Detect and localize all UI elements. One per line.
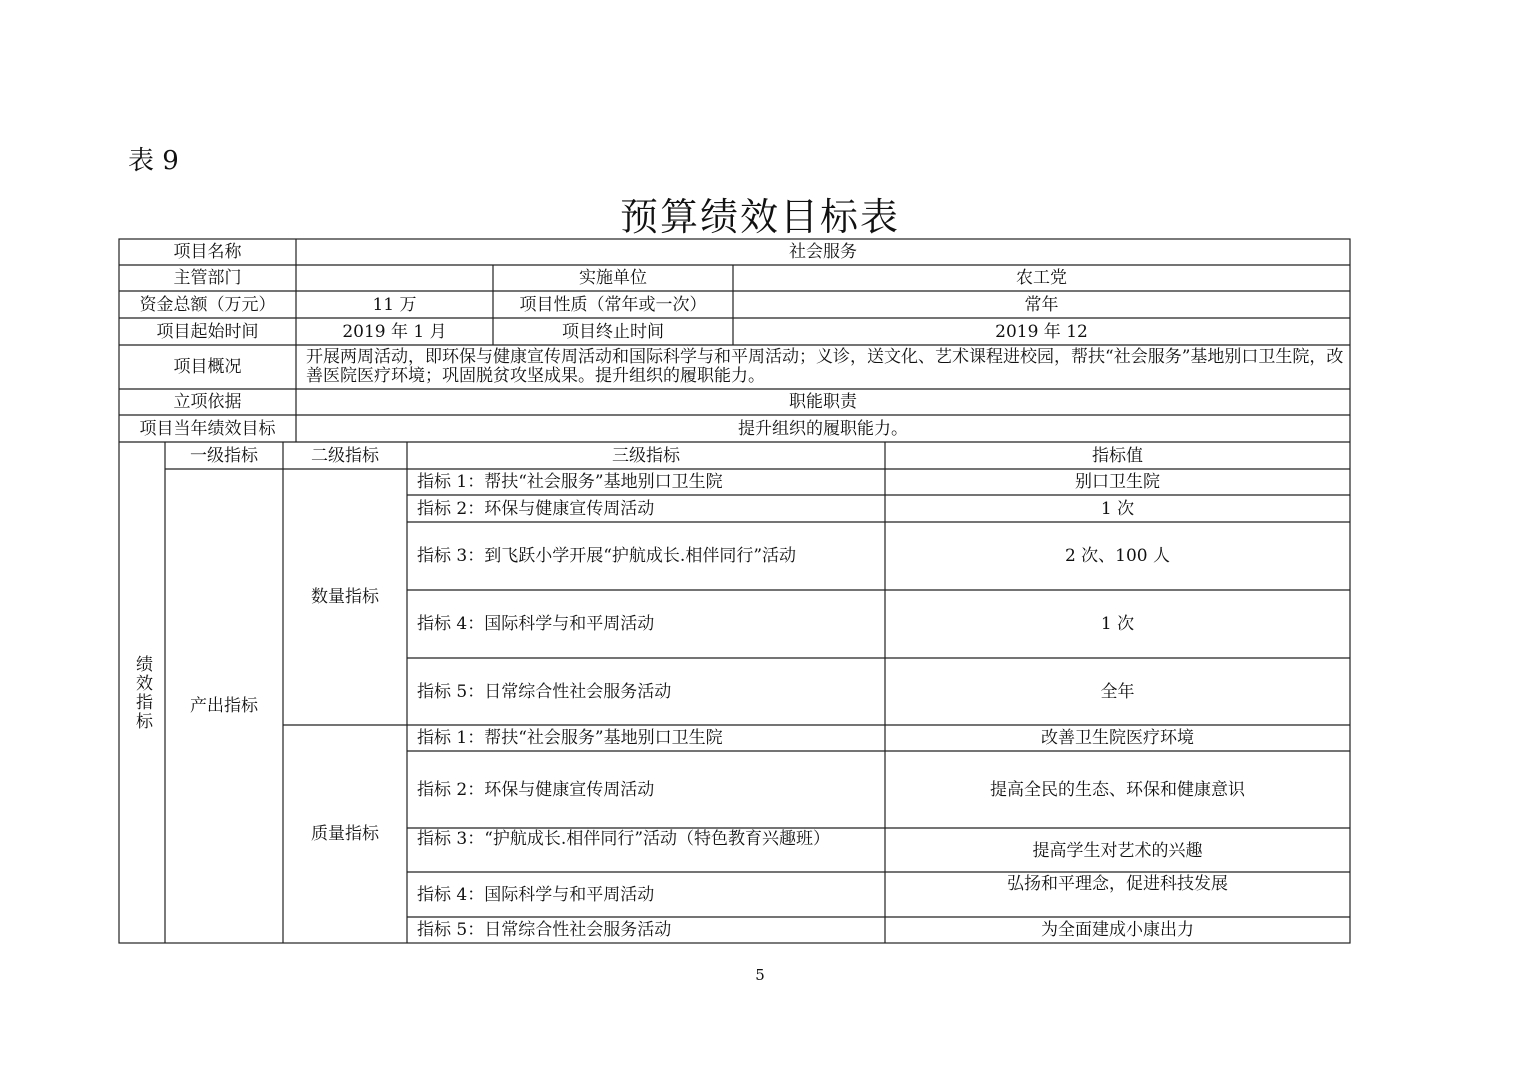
table-row-quality-2-name: 指标 2：环保与健康宣传周活动: [417, 779, 655, 800]
implementing-unit-label: 实施单位: [579, 268, 647, 288]
level3-header: 三级指标: [612, 445, 680, 466]
department-value: [296, 265, 493, 291]
funds-value: 11 万: [372, 294, 417, 315]
table-row-quality-2-value: 提高全民的生态、环保和健康意识: [990, 779, 1245, 800]
table-row-quantity-1-value: 别口卫生院: [1075, 472, 1160, 492]
performance-indicators-section-label: 绩效指标: [132, 654, 152, 731]
start-time-label: 项目起始时间: [156, 321, 259, 342]
page-number: 5: [755, 966, 765, 984]
level1-header: 一级指标: [190, 445, 258, 466]
table-row-quality-5-name: 指标 5：日常综合性社会服务活动: [417, 920, 672, 940]
overview-label: 项目概况: [173, 357, 242, 377]
table-row-quality-3-name: 指标 3：“护航成长.相伴同行”活动（特色教育兴趣班）: [417, 829, 831, 849]
annual-goal-value: 提升组织的履职能力。: [738, 418, 908, 439]
table-row-quality-1-name: 指标 1：帮扶“社会服务”基地别口卫生院: [417, 728, 723, 748]
table-row-quality-5-value: 为全面建成小康出力: [1041, 920, 1194, 940]
start-time-value: 2019 年 1 月: [342, 321, 447, 342]
project-name-label: 项目名称: [173, 242, 242, 262]
level2-header: 二级指标: [311, 445, 379, 466]
table-row-quality-3-value: 提高学生对艺术的兴趣: [1032, 841, 1203, 861]
basis-label: 立项依据: [173, 392, 242, 412]
document-title: 预算绩效目标表: [619, 195, 900, 239]
table-row-quantity-5-value: 全年: [1100, 681, 1135, 702]
table-row-quantity-4-name: 指标 4：国际科学与和平周活动: [417, 614, 655, 634]
table-row-quality-4-value: 弘扬和平理念，促进科技发展: [1007, 874, 1228, 894]
table-row-quantity-5-name: 指标 5：日常综合性社会服务活动: [417, 681, 672, 702]
output-indicator-label: 产出指标: [190, 696, 258, 716]
funds-label: 资金总额（万元）: [139, 294, 276, 315]
quality-indicator-label: 质量指标: [311, 824, 379, 844]
overview-value: 开展两周活动，即环保与健康宣传周活动和国际科学与和平周活动；义诊，送文化、艺术课程进校园，帮扶“社会服务”基地别口卫生院，改善医院医疗环境；巩固脱贫攻坚成果。提升组织的履职能力。: [306, 347, 1344, 386]
table-row-quantity-4-value: 1 次: [1100, 614, 1135, 634]
end-time-value: 2019 年 12: [995, 321, 1088, 342]
quantity-indicator-label: 数量指标: [311, 587, 379, 607]
table-row-quantity-3-value: 2 次、100 人: [1064, 546, 1171, 566]
table-number-label: 表 9: [128, 146, 179, 176]
table-row-quality-4-name: 指标 4：国际科学与和平周活动: [417, 885, 655, 905]
table-row-quantity-1-name: 指标 1：帮扶“社会服务”基地别口卫生院: [417, 472, 723, 492]
implementing-unit-value: 农工党: [1016, 268, 1067, 288]
basis-value: 职能职责: [789, 392, 857, 412]
project-nature-label: 项目性质（常年或一次）: [519, 294, 707, 315]
table-row-quantity-3-name: 指标 3：到飞跃小学开展“护航成长.相伴同行”活动: [417, 546, 797, 566]
table-row-quantity-2-value: 1 次: [1100, 498, 1135, 519]
department-label: 主管部门: [173, 268, 242, 288]
project-name-value: 社会服务: [789, 242, 857, 262]
annual-goal-label: 项目当年绩效目标: [139, 418, 276, 439]
project-nature-value: 常年: [1024, 294, 1059, 315]
indicator-value-header: 指标值: [1092, 445, 1143, 466]
table-row-quality-1-value: 改善卫生院医疗环境: [1041, 728, 1194, 748]
table-row-quantity-2-name: 指标 2：环保与健康宣传周活动: [417, 498, 655, 519]
end-time-label: 项目终止时间: [562, 321, 664, 342]
